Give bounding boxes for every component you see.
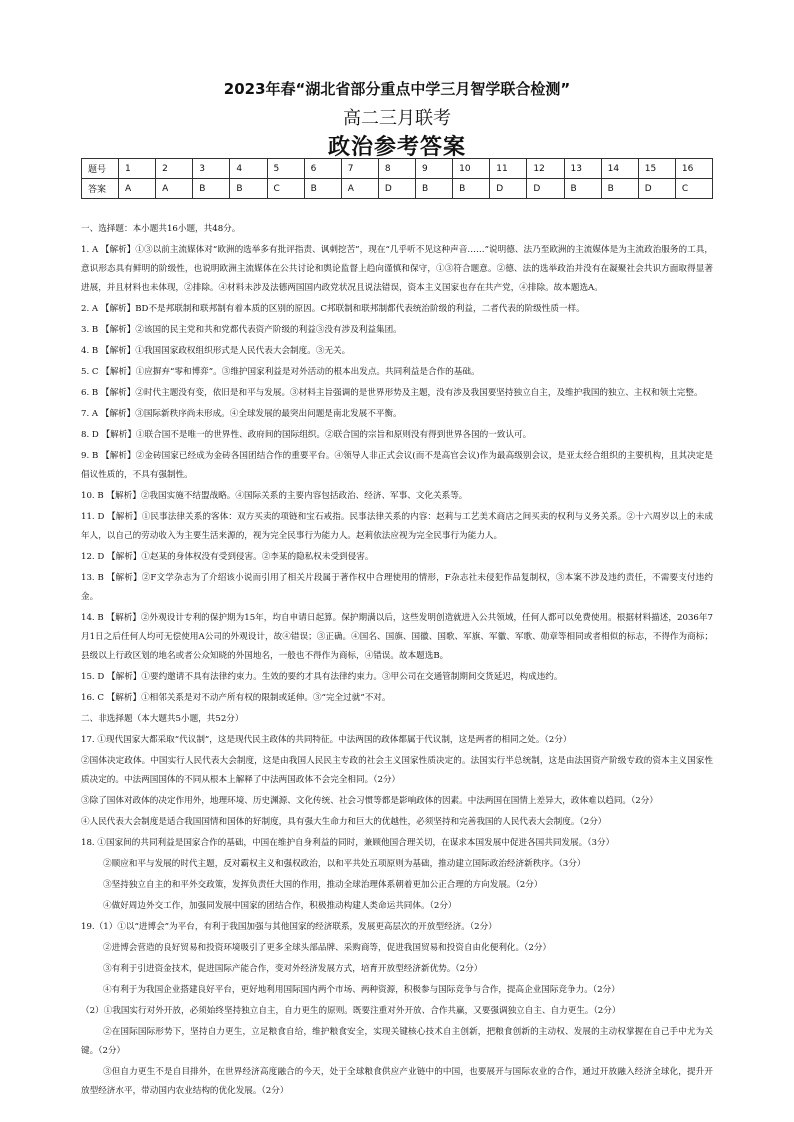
answer-row xyxy=(82,179,713,199)
explanation-q15: 15. D 【解析】①要约邀请不具有法律约束力。生效的要约才具有法律约束力。③甲公司在交通管制期间交货延迟，构成违约。 xyxy=(81,672,563,682)
question-number: 7 xyxy=(341,159,378,179)
question-number: 3 xyxy=(193,159,230,179)
explanation-q2: 2. A 【解析】BD不是邦联制和联邦制有着本质的区别的原因。C邦联制和联邦制都代表统治阶级的利益，二者代表的阶级性质一样。 xyxy=(81,304,585,314)
explanation-q6: 6. B 【解析】②时代主题没有变，依旧是和平与发展。③材料主旨强调的是世界形势及主题，没有涉及我国要坚持独立自主，及维护我国的独立、主权和领土完整。 xyxy=(81,388,703,398)
answer-q19-1-point3: ③有利于引进资金技术，促进国际产能合作，变对外经济发展方式，培育开放型经济新优势。（2分） xyxy=(103,964,483,974)
question-number: 12 xyxy=(527,159,564,179)
question-number: 4 xyxy=(230,159,267,179)
question-number: 15 xyxy=(638,159,675,179)
answer-cell: A xyxy=(119,179,156,199)
exam-title: 2023年春“湖北省部分重点中学三月智学联合检测” xyxy=(223,80,571,98)
question-number: 13 xyxy=(564,159,601,179)
answer-cell: D xyxy=(527,179,564,199)
question-number: 2 xyxy=(156,159,193,179)
question-number: 8 xyxy=(378,159,415,179)
answer-q17-point3: ③除了国体对政体的决定作用外，地理环境、历史渊源、文化传统、社会习惯等都是影响政体的因素。中法两国在国情上差异大，政体难以趋同。（2分） xyxy=(81,796,658,806)
answer-q17-point1: 17. ①现代国家大都采取“代议制”，这是现代民主政体的共同特征。中法两国的政体都属于代议制，这是两者的相同之处。（2分） xyxy=(81,735,572,745)
answer-cell: C xyxy=(675,179,712,199)
section-heading-nonchoice: 二、非选择题（本大题共5小题，共52分） xyxy=(81,714,244,724)
answer-cell: B xyxy=(416,179,453,199)
question-number: 6 xyxy=(304,159,341,179)
explanation-q9: 9. B 【解析】②金砖国家已经成为金砖各国团结合作的重要平台。④领导人非正式会议(而不是高官会议)作为最高级别会议，是亚太经合组织的主要机构，且其决定是倡议性质的，不具有强制性。 xyxy=(81,451,713,480)
explanation-q1: 1. A 【解析】①③以前主流媒体对“欧洲的选举多有批评指责、讽刺挖苦”，现在“几乎听不见这种声音……”说明德、法乃至欧洲的主流媒体是为主流政治服务的工具，意识形态具有鲜明的阶级性，也说明欧洲主流媒体在公共讨论和舆论监督上趋向谨慎和保守，①③符合题意。②德、法的选举政治并没有在凝聚社会共识方面取得显著进展，并且材料也未体现，②排除。④材料未涉及法德两国国内政党状况且说法错误，资本主义国家也存在共产党，④排除。故本题选A。 xyxy=(81,245,713,293)
explanation-q3: 3. B 【解析】②该国的民主党和共和党都代表资产阶级的利益③没有涉及利益集团。 xyxy=(81,325,402,335)
question-number: 11 xyxy=(490,159,527,179)
row-label-answer: 答案 xyxy=(82,179,119,199)
answer-cell: C xyxy=(267,179,304,199)
question-number: 16 xyxy=(675,159,712,179)
answer-q19-1-point4: ④有利于为我国企业搭建良好平台，更好地利用国际国内两个市场、两种资源，积极参与国际竞争与合作，提高企业国际竞争力。（2分） xyxy=(103,985,620,995)
question-number: 9 xyxy=(416,159,453,179)
answer-cell: D xyxy=(378,179,415,199)
answer-q19-1-point2: ②进博会营造的良好贸易和投资环境吸引了更多全球头部品牌、采购商等，促进我国贸易和投资自由化便利化。（2分） xyxy=(103,943,552,953)
answer-cell: D xyxy=(490,179,527,199)
question-number: 5 xyxy=(267,159,304,179)
answer-q18-point3: ③坚持独立自主的和平外交政策，发挥负责任大国的作用，推动全球治理体系朝着更加公正合理的方向发展。（2分） xyxy=(103,880,543,890)
answer-cell: A xyxy=(341,179,378,199)
answer-q17-point4: ④人民代表大会制度是适合我国国情和国体的好制度，具有强大生命力和巨大的优越性，必须坚持和完善我国的人民代表大会制度。（2分） xyxy=(81,817,607,827)
answer-q18-point4: ④做好周边外交工作，加强同发展中国家的团结合作，积极推动构建人类命运共同体。（2分） xyxy=(103,901,457,911)
answer-cell: B xyxy=(601,179,638,199)
explanation-q14: 14. B 【解析】②外观设计专利的保护期为15年，均自申请日起算。保护期满以后，这些发明创造就进入公共领域，任何人都可以免费使用。根据材料描述，2036年7月1日之后任何人均可无偿使用A公司的外观设计，故④错误；③正确。④国名、国旗、国徽、国歌、军旗、军徽、军歌、勋章等相同或者相似的标志，不得作为商标；县级以上行政区划的地名或者公众知晓的外国地名，一般也不得作为商标，④错误。故本题选B。 xyxy=(81,613,713,661)
explanation-q7: 7. A 【解析】③国际新秩序尚未形成。④全球发展的最突出问题是南北发展不平衡。 xyxy=(81,409,402,419)
answer-q19-2-point3: ③但自力更生不是自目排外，在世界经济高度融合的今天，处于全球粮食供应产业链中的中国，也要展开与国际农业的合作，通过开放融入经济全球化，提升开放型经济水平，带动国内农业结构的优化发展。（2分） xyxy=(81,1067,713,1096)
answer-q17-point2: ②国体决定政体。中国实行人民代表大会制度，这是由我国人民民主专政的社会主义国家性质决定的。法国实行半总统制，这是由法国资产阶级专政的资本主义国家性质决定的。中法两国国体的不同从根本上解释了中法两国政体不会完全相同。（2分） xyxy=(81,756,713,785)
explanation-q11: 11. D 【解析】①民事法律关系的客体：双方买卖的项链和宝石戒指。民事法律关系的内容：赵莉与工艺美术商店之间买卖的权利与义务关系。②十六周岁以上的未成年人，以自己的劳动收入为主要生活来源的，视为完全民事行为能力人。赵莉依法应视为完全民事行为能力人。 xyxy=(81,512,713,541)
answer-cell: A xyxy=(156,179,193,199)
row-label-number: 题号 xyxy=(82,159,119,179)
answer-q19-2-point1: （2）①我国实行对外开放，必须始终坚持独立自主，自力更生的原则。既要注重对外开放、合作共赢，又要强调独立自主、自力更生。（2分） xyxy=(81,1006,621,1016)
answer-cell: B xyxy=(193,179,230,199)
answer-cell: B xyxy=(564,179,601,199)
explanation-q8: 8. D 【解析】①联合国不是唯一的世界性、政府间的国际组织。②联合国的宗旨和原则没有得到世界各国的一致认可。 xyxy=(81,430,532,440)
section-heading-choice: 一、选择题：本小题共16小题，共48分。 xyxy=(81,224,241,234)
explanation-q4: 4. B 【解析】①我国国家政权组织形式是人民代表大会制度。③无关。 xyxy=(81,346,351,356)
answer-q19-2-point2: ②在国际国际形势下，坚持自力更生，立足粮食自给，维护粮食安全，实现关键核心技术自主创新，把粮食创新的主动权、发展的主动权掌握在自己手中尤为关键。（2分） xyxy=(81,1027,713,1056)
answer-q18-point1: 18. ①国家间的共同利益是国家合作的基础，中国在维护自身利益的同时，兼顾他国合理关切，在谋求本国发展中促进各国共同发展。（3分） xyxy=(81,838,615,848)
question-number: 10 xyxy=(453,159,490,179)
answer-cell: B xyxy=(453,179,490,199)
answer-q18-point2: ②顺应和平与发展的时代主题，反对霸权主义和强权政治，以和平共处五项原则为基础，推动建立国际政治经济新秩序。（3分） xyxy=(103,859,586,869)
explanation-q5: 5. C 【解析】①应摒弃“零和博弈”。③维护国家利益是对外活动的根本出发点。共同利益是合作的基础。 xyxy=(81,367,480,377)
explanation-q16: 16. C 【解析】①相邻关系是对不动产所有权的限制或延伸。③“完全过就”不对。 xyxy=(81,693,391,703)
explanation-q12: 12. D 【解析】①赵某的身体权没有受到侵害。②李某的隐私权未受到侵害。 xyxy=(81,552,374,562)
explanation-q13: 13. B 【解析】②F文学杂志为了介绍该小说而引用了相关片段属于著作权中合理使用的情形，F杂志社未侵犯作品复制权，③本案不涉及违约责任，不需要支付违约金。 xyxy=(81,573,713,602)
document-title: 政治参考答案 xyxy=(327,135,466,160)
answer-explanations xyxy=(81,220,713,1103)
answer-cell: B xyxy=(304,179,341,199)
question-number: 14 xyxy=(601,159,638,179)
exam-subtitle: 高二三月联考 xyxy=(343,108,451,129)
answer-cell: B xyxy=(230,179,267,199)
explanation-q10: 10. B 【解析】②我国实施不结盟战略。④国际关系的主要内容包括政治、经济、军事、文化关系等。 xyxy=(81,491,468,501)
answer-q19-1-point1: 19.（1）①以“进博会”为平台，有利于我国加强与其他国家的经济联系，发展更高层次的开放型经济。（2分） xyxy=(81,922,497,932)
question-number: 1 xyxy=(119,159,156,179)
answer-cell: D xyxy=(638,179,675,199)
question-number-row xyxy=(82,159,713,179)
answer-table xyxy=(81,158,713,199)
